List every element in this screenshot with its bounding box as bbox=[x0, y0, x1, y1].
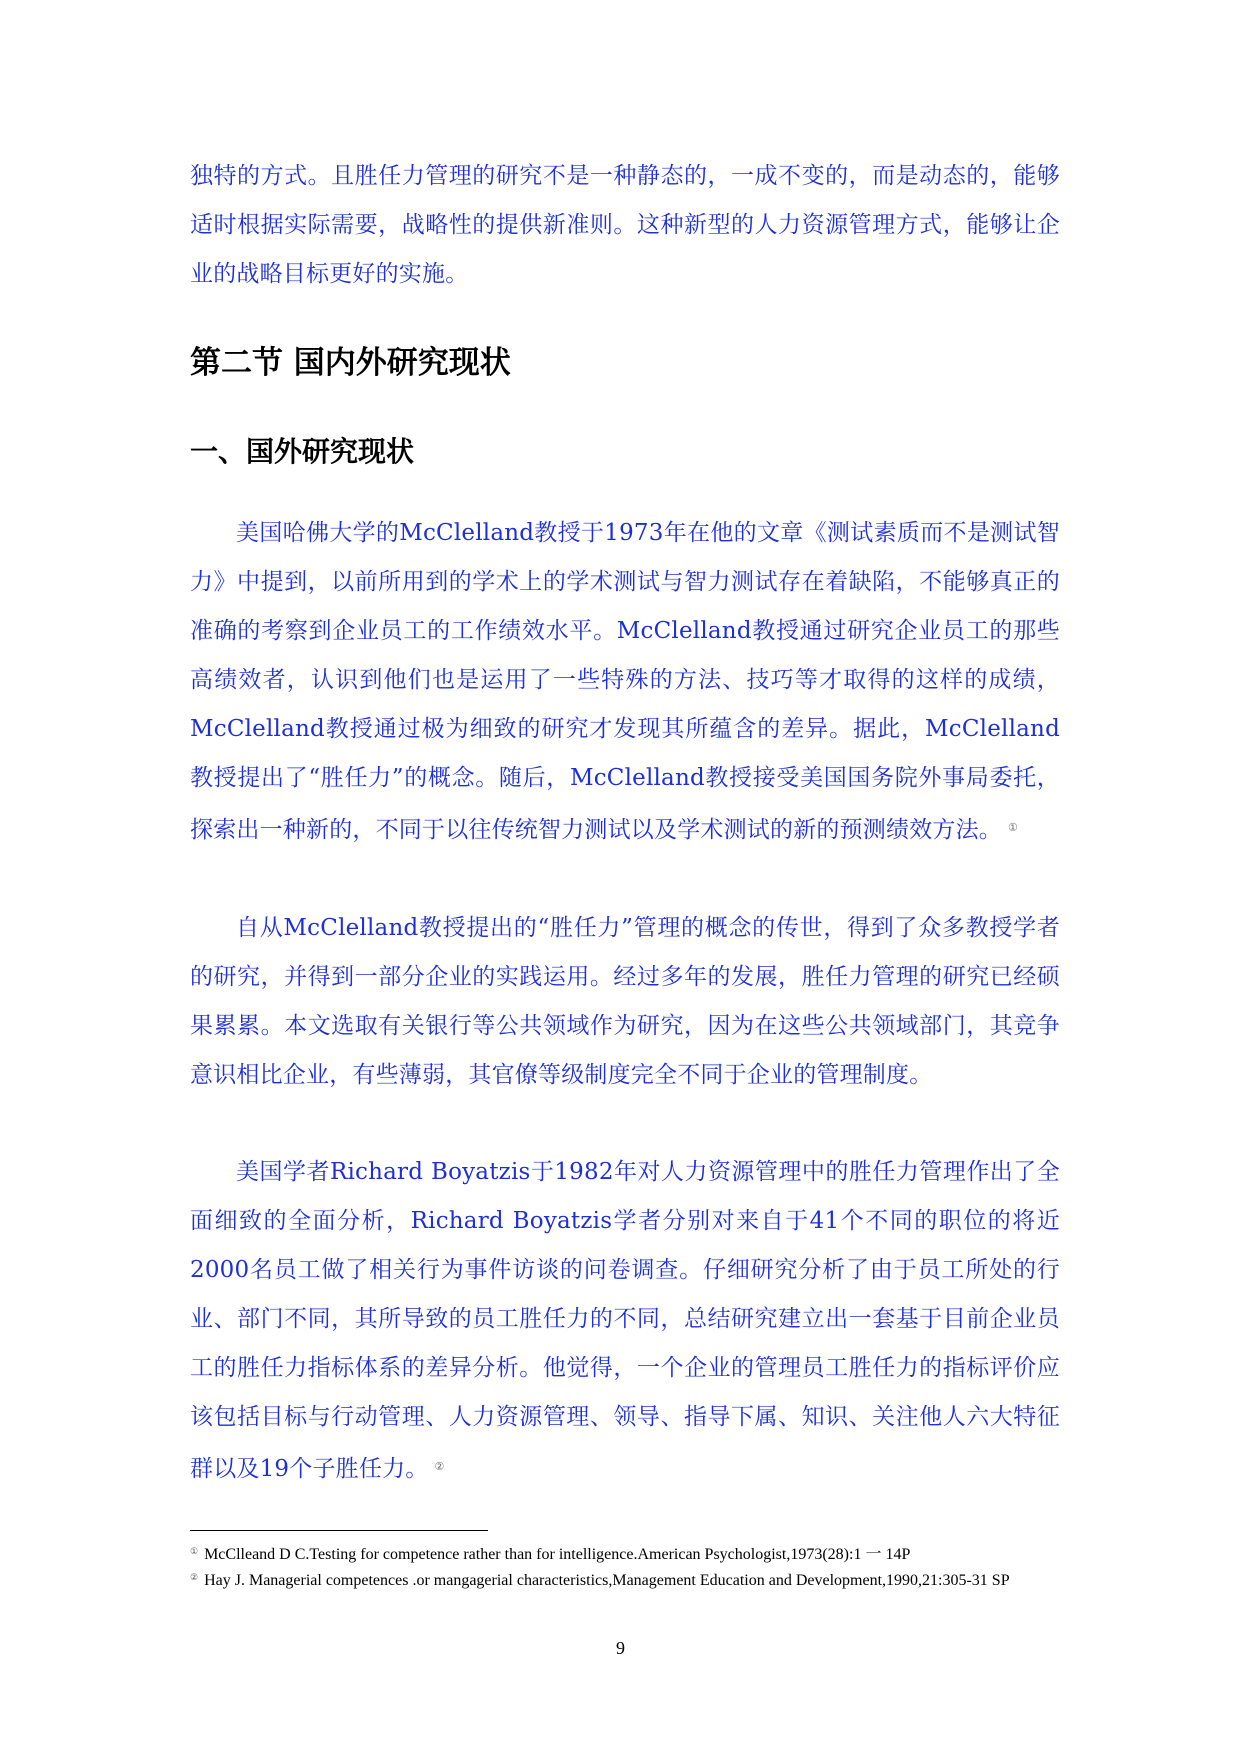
paragraph-competency-research bbox=[190, 904, 1060, 1100]
footnote-item bbox=[190, 1566, 1050, 1592]
subsection-heading: 一、国外研究现状 bbox=[190, 435, 415, 468]
paragraph-text: 自从McClelland教授提出的“胜任力”管理的概念的传世，得到了众多教授学者的研究，并得到一部分企业的实践运用。经过多年的发展，胜任力管理的研究已经硕果累累。本文选取有关银行等公共领域作为研究，因为在这些公共领域部门，其竞争意识相比企业，有些薄弱，其官僚等级制度完全不同于企业的管理制度。 bbox=[190, 915, 1060, 1088]
intro-paragraph: 独特的方式。且胜任力管理的研究不是一种静态的，一成不变的，而是动态的，能够适时根据实际需要，战略性的提供新准则。这种新型的人力资源管理方式，能够让企业的战略目标更好的实施。 bbox=[190, 163, 1060, 287]
footnote-separator bbox=[190, 1530, 488, 1531]
footnote-marker: ① bbox=[190, 1546, 199, 1556]
footnote-marker: ② bbox=[190, 1572, 199, 1582]
paragraph-text: 美国哈佛大学的McClelland教授于1973年在他的文章《测试素质而不是测试智力》中提到，以前所用到的学术上的学术测试与智力测试存在着缺陷，不能够真正的准确的考察到企业员工的工作绩效水平。McClelland教授通过研究企业员工的那些高绩效者，认识到他们也是运用了一些特殊的方法、技巧等才取得的这样的成绩，McClelland教授通过极为细致的研究才发现其所蕴含的差异。据此，McClelland教授提出了“胜任力”的概念。随后，McClelland教授接受美国国务院外事局委托，探索出一种新的，不同于以往传统智力测试以及学术测试的新的预测绩效方法。 bbox=[190, 520, 1060, 843]
paragraph-mcclelland bbox=[190, 509, 1060, 855]
paragraph-boyatzis bbox=[190, 1148, 1060, 1494]
footnote-item bbox=[190, 1540, 1050, 1566]
section-heading: 第二节 国内外研究现状 bbox=[190, 345, 511, 381]
paragraph-text: 美国学者Richard Boyatzis于1982年对人力资源管理中的胜任力管理作出了全面细致的全面分析，Richard Boyatzis学者分别对来自于41个不同的职位的将近2000名员工做了相关行为事件访谈的问卷调查。仔细研究分析了由于员工所处的行业、部门不同，其所导致的员工胜任力的不同，总结研究建立出一套基于目前企业员工的胜任力指标体系的差异分析。他觉得，一个企业的管理员工胜任力的指标评价应该包括目标与行动管理、人力资源管理、领导、指导下属、知识、关注他人六大特征群以及19个子胜任力。 bbox=[190, 1159, 1060, 1482]
page-number: 9 bbox=[616, 1638, 625, 1658]
footnotes bbox=[190, 1540, 1050, 1592]
footnote-text: McClleand D C.Testing for competence rather than for intelligence.American Psychologist,1973(28):1 一 14P bbox=[204, 1546, 911, 1563]
footnote-reference: ① bbox=[1008, 821, 1019, 834]
footnote-reference: ② bbox=[434, 1460, 445, 1473]
footnote-text: Hay J. Managerial competences .or mangagerial characteristics,Management Education and Development,1990,21:305-31 SP bbox=[204, 1572, 1010, 1589]
